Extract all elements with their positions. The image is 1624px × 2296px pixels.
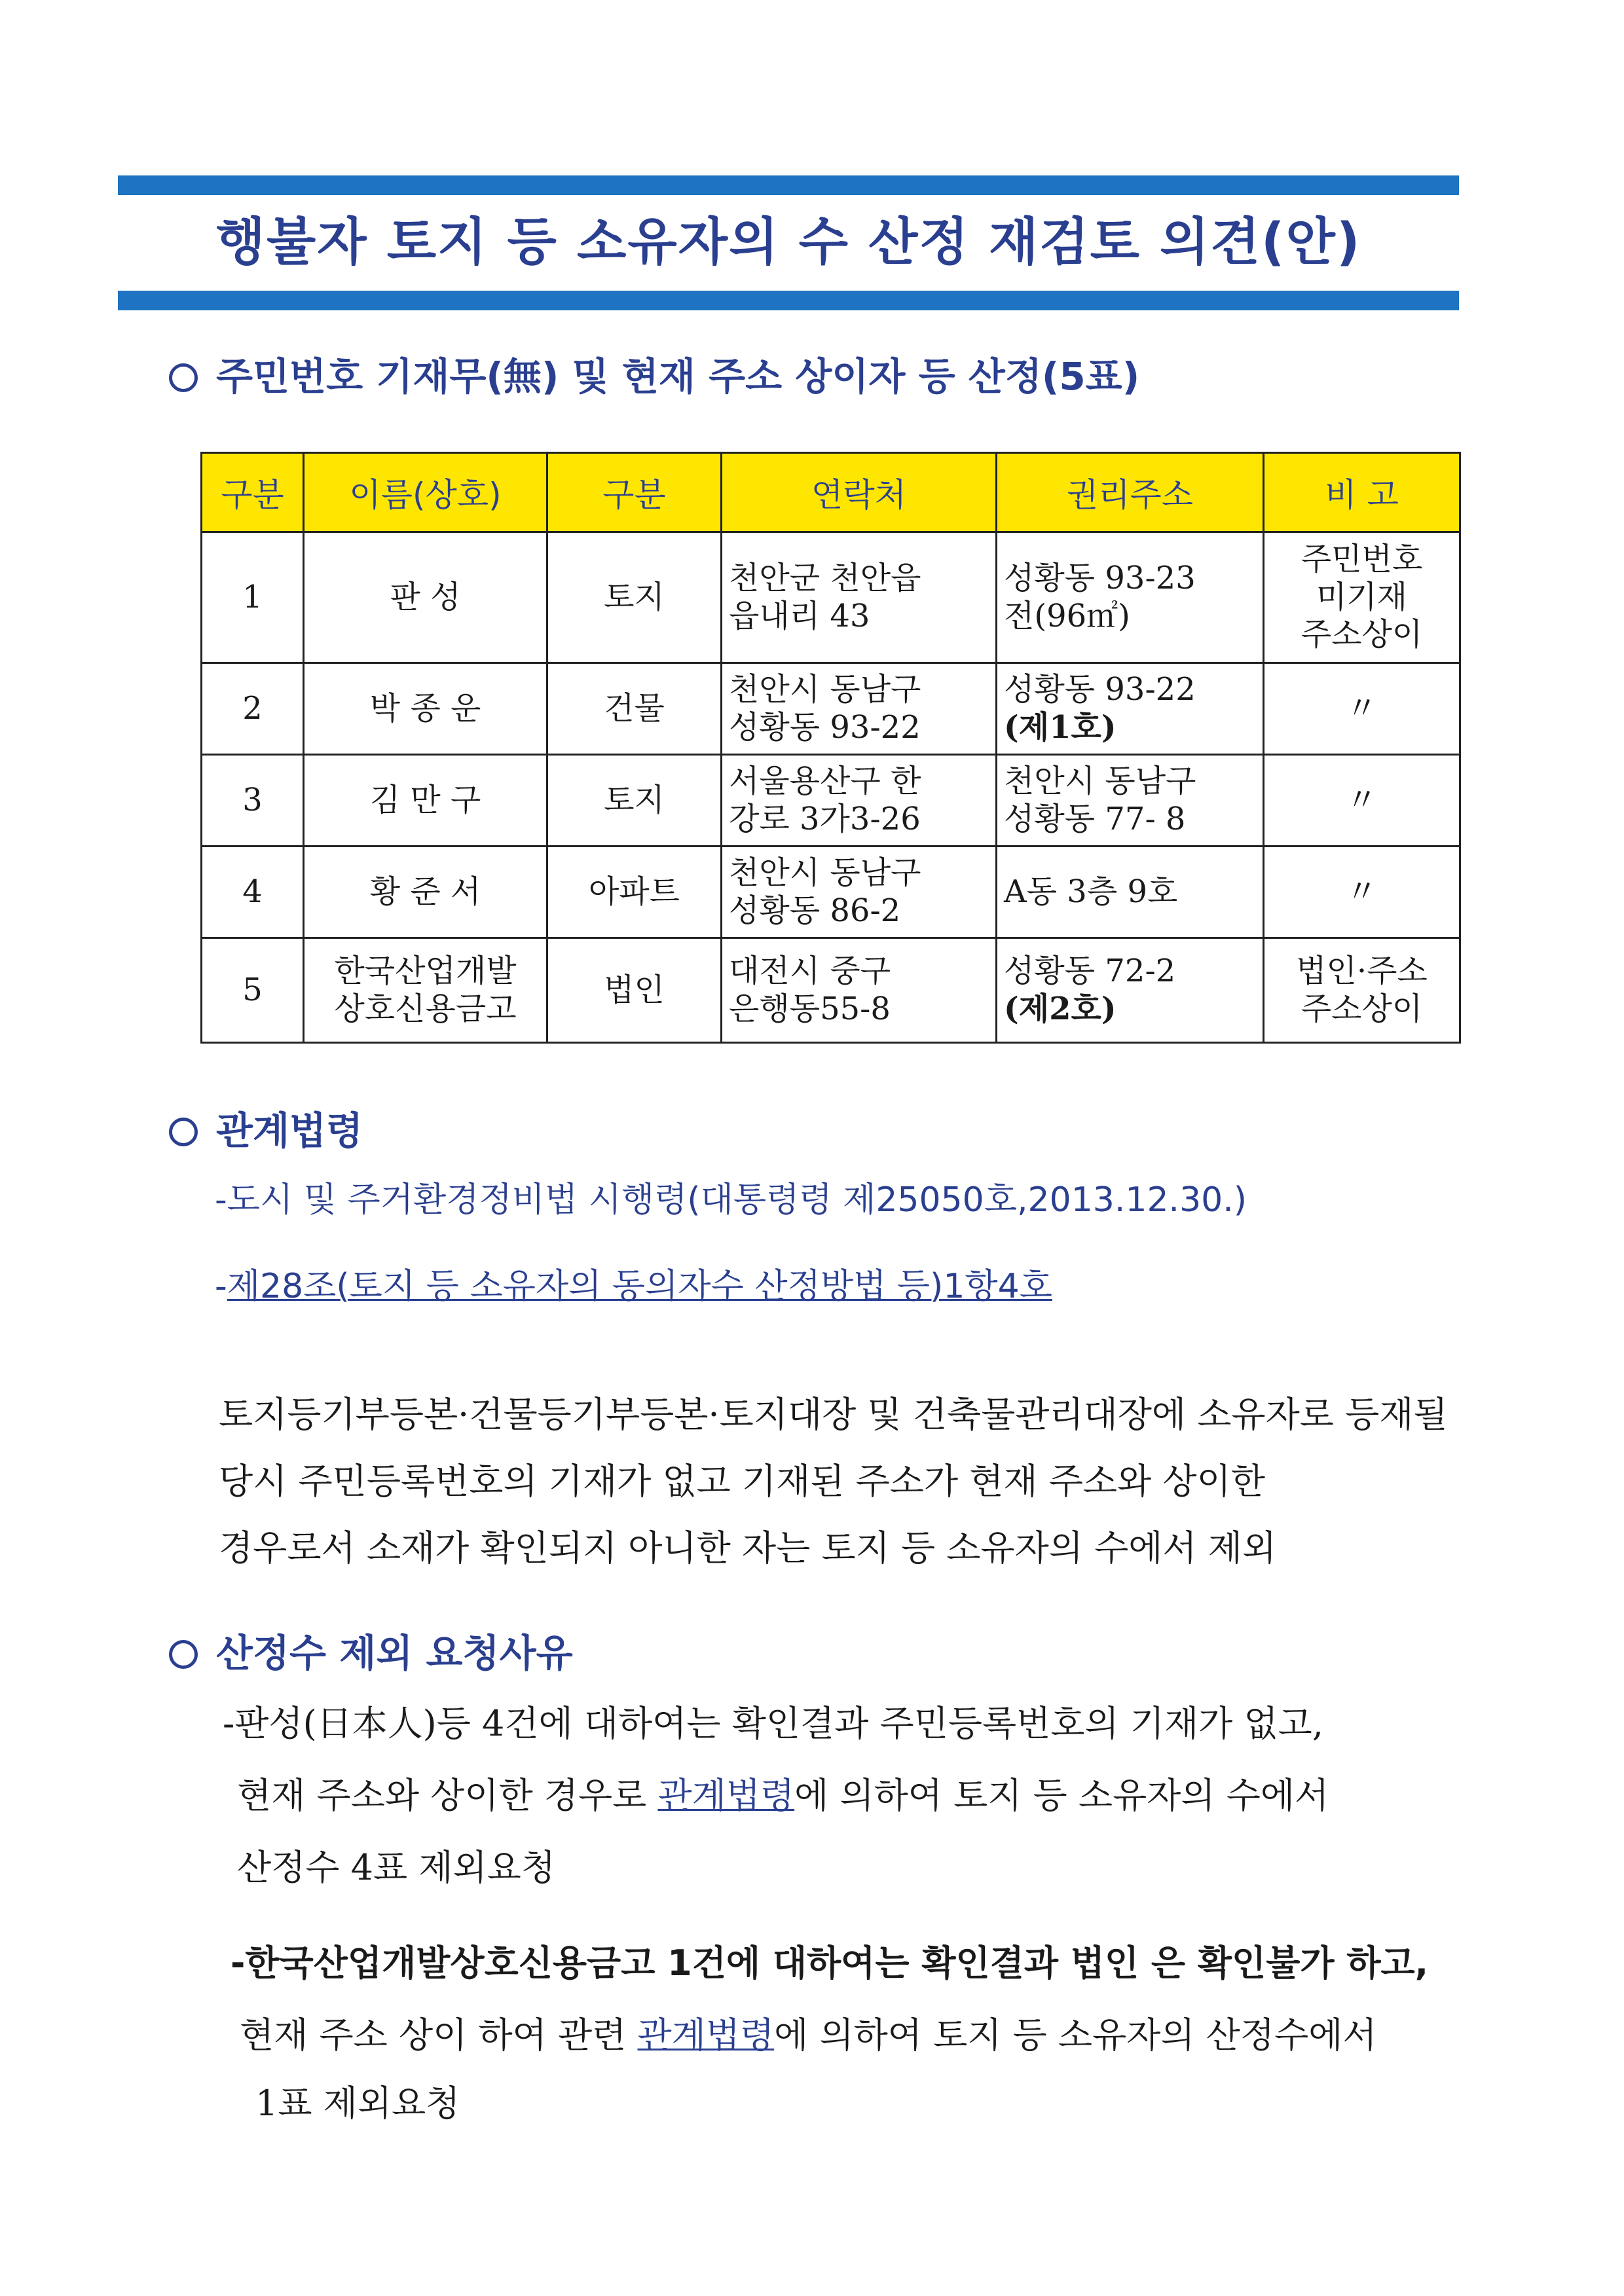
table-cell-type: 아파트: [547, 847, 722, 938]
section-heading-1-text: 주민번호 기재무(無) 및 현재 주소 상이자 등 산정(5표): [216, 354, 1140, 399]
table-cell-contact: [722, 532, 997, 663]
table-row: [202, 847, 1460, 938]
paragraph-line-3: 경우로서 소재가 확인되지 아니한 자는 토지 등 소유자의 수에서 제외: [219, 1527, 1277, 1569]
page-title: 행불자 토지 등 소유자의 수 산정 재검토 의견(안): [215, 213, 1361, 272]
table-cell-note: [1264, 755, 1460, 847]
section-heading-2: [169, 1100, 363, 1155]
title-top-bar: [118, 175, 1459, 195]
paragraph-line-2: 당시 주민등록번호의 기재가 없고 기재된 주소가 현재 주소와 상이한: [219, 1461, 1265, 1502]
table-cell-contact: [722, 938, 997, 1043]
paragraph-line-1: 토지등기부등본·건물등기부등본·토지대장 및 건축물관리대장에 소유자로 등재될: [219, 1394, 1448, 1435]
table-cell-no: 1: [202, 532, 304, 663]
circle-bullet-icon: [169, 1640, 198, 1669]
cell-line: 김 만 구: [369, 781, 481, 818]
circle-bullet-icon: [169, 1118, 198, 1146]
cell-line: 상호신용금고: [334, 990, 517, 1027]
section-heading-2-text: 관계법령: [216, 1108, 363, 1153]
circle-bullet-icon: [169, 363, 198, 392]
table-header-cell: 이름(상호): [304, 453, 547, 532]
reason-1-line-2-a: 현재 주소와 상이한 경우로: [237, 1775, 658, 1816]
cell-line: 미기재: [1316, 578, 1408, 615]
cell-line: 주소상이: [1301, 616, 1423, 653]
table-cell-no: 3: [202, 755, 304, 847]
reason-2-line-3: 1표 제외요청: [255, 2083, 460, 2124]
law-link-2[interactable]: 관계법령: [637, 2014, 775, 2056]
table-cell-contact: [722, 847, 997, 938]
law-reference-1: -도시 및 주거환경정비법 시행령(대통령령 제25050호,2013.12.30.): [215, 1180, 1247, 1220]
cell-line: 성황동 86-2: [729, 892, 901, 929]
cell-line: 주소상이: [1301, 990, 1423, 1027]
table-row: [202, 755, 1460, 847]
reason-2-line-2-a: 현재 주소 상이 하여 관련: [240, 2014, 638, 2056]
cell-line: 전(96㎡): [1004, 597, 1130, 634]
law-link-1[interactable]: 관계법령: [657, 1775, 795, 1816]
law-reference-2: [215, 1258, 1052, 1307]
table-header-row: [202, 453, 1460, 532]
reason-1-line-1: -판성(日本人)등 4건에 대하여는 확인결과 주민등록번호의 기재가 없고,: [223, 1703, 1323, 1744]
cell-line: (제2호): [1004, 990, 1116, 1027]
reason-1-line-2-b: 에 의하여 토지 등 소유자의 수에서: [794, 1775, 1329, 1816]
table-cell-note: [1264, 532, 1460, 663]
cell-line: 성황동 93-22: [729, 708, 921, 746]
cell-line: 읍내리 43: [729, 597, 870, 634]
section-heading-1: [169, 346, 1139, 401]
table-cell-note: [1264, 847, 1460, 938]
table-cell-type: 토지: [547, 532, 722, 663]
cell-line: 주민번호: [1301, 541, 1423, 578]
cell-line: 〃: [1346, 781, 1378, 818]
cell-line: 천안시 동남구: [1004, 762, 1196, 799]
table-header-cell: 권리주소: [997, 453, 1264, 532]
cell-line: 한국산업개발: [334, 952, 517, 989]
reason-2-line-2: [240, 2007, 1377, 2058]
reason-1-line-3: 산정수 4표 제외요청: [237, 1847, 555, 1888]
reason-2-line-2-b: 에 의하여 토지 등 소유자의 산정수에서: [774, 2014, 1377, 2056]
table-cell-address: [997, 938, 1264, 1043]
table-cell-no: 2: [202, 663, 304, 755]
table-cell-note: [1264, 663, 1460, 755]
cell-line: 은행동55-8: [729, 990, 891, 1027]
table-cell-address: [997, 755, 1264, 847]
table-cell-address: [997, 663, 1264, 755]
table-cell-type: 건물: [547, 663, 722, 755]
table-header-cell: 구분: [547, 453, 722, 532]
table-cell-address: [997, 532, 1264, 663]
reason-1-line-2: [237, 1768, 1329, 1818]
cell-line: 천안시 동남구: [729, 670, 921, 708]
cell-line: 박 종 운: [369, 689, 481, 727]
table-cell-name: [304, 532, 547, 663]
cell-line: 천안시 동남구: [729, 854, 921, 891]
reason-2-line-1: -한국산업개발상호신용금고 1건에 대하여는 확인결과 법인 은 확인불가 하고,: [231, 1942, 1429, 1984]
table-row: [202, 663, 1460, 755]
cell-line: 강로 3가3-26: [729, 800, 921, 837]
table-header-cell: 구분: [202, 453, 304, 532]
table-cell-type: 법인: [547, 938, 722, 1043]
cell-line: 〃: [1346, 873, 1378, 910]
title-bottom-bar: [118, 291, 1459, 310]
table-row: [202, 532, 1460, 663]
table-row: [202, 938, 1460, 1043]
law-reference-2-dash: -: [215, 1267, 227, 1306]
cell-line: (제1호): [1004, 708, 1116, 746]
table-cell-type: 토지: [547, 755, 722, 847]
cell-line: 황 준 서: [369, 873, 481, 910]
cell-line: A동 3층 9호: [1004, 873, 1178, 910]
table-cell-note: [1264, 938, 1460, 1043]
cell-line: 성황동 72-2: [1004, 952, 1176, 989]
table-cell-address: [997, 847, 1264, 938]
cell-line: 천안군 천안읍: [729, 559, 921, 596]
cell-line: 성황동 93-23: [1004, 559, 1196, 596]
cell-line: 판 성: [390, 578, 461, 615]
section-heading-3: [169, 1622, 573, 1677]
cell-line: 〃: [1346, 689, 1378, 727]
cell-line: 대전시 중구: [729, 952, 891, 989]
cell-line: 서울용산구 한: [729, 762, 921, 799]
cell-line: 성황동 93-22: [1004, 670, 1196, 708]
owner-table: [200, 452, 1461, 1044]
table-cell-name: [304, 663, 547, 755]
table-cell-name: [304, 938, 547, 1043]
section-heading-3-text: 산정수 제외 요청사유: [216, 1631, 573, 1675]
law-reference-2-link: 제28조(토지 등 소유자의 동의자수 산정방법 등)1항4호: [227, 1267, 1052, 1306]
table-cell-name: [304, 847, 547, 938]
table-header-cell: 비 고: [1264, 453, 1460, 532]
table-cell-contact: [722, 663, 997, 755]
table-cell-no: 4: [202, 847, 304, 938]
cell-line: 법인·주소: [1296, 952, 1428, 989]
table-cell-contact: [722, 755, 997, 847]
cell-line: 성황동 77- 8: [1004, 800, 1186, 837]
table-cell-name: [304, 755, 547, 847]
table-header-cell: 연락처: [722, 453, 997, 532]
table-cell-no: 5: [202, 938, 304, 1043]
